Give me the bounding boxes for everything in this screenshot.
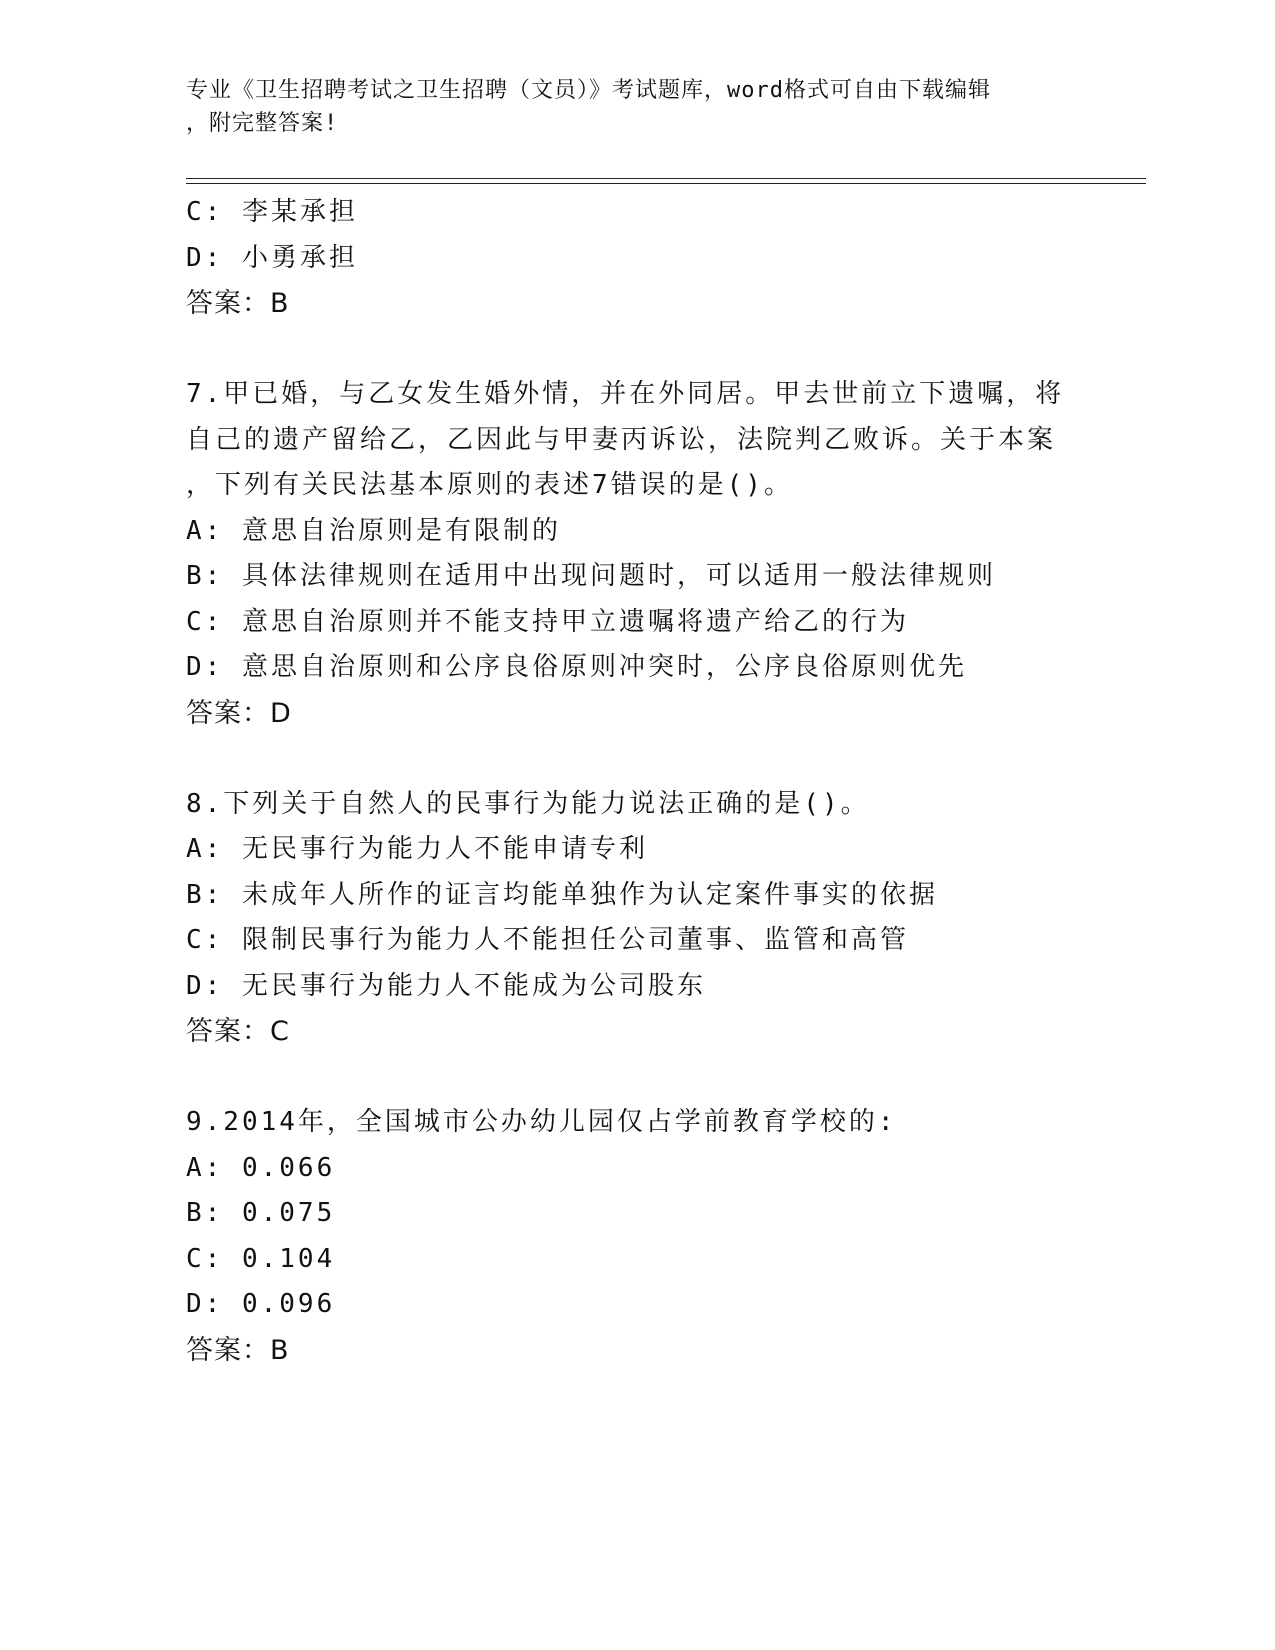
question-list — [186, 190, 1146, 1373]
option-d: D: 无民事行为能力人不能成为公司股东 — [186, 970, 706, 1001]
header-title-line: 专业《卫生招聘考试之卫生招聘（文员）》考试题库，word格式可自由下载编辑 — [186, 78, 991, 103]
question-stem-line: ，下列有关民法基本原则的表述7错误的是()。 — [186, 470, 793, 500]
question-stem — [186, 372, 1146, 509]
option-c: C: 意思自治原则并不能支持甲立遗嘱将遗产给乙的行为 — [186, 606, 909, 637]
option-a: A: 意思自治原则是有限制的 — [186, 515, 561, 546]
spacer — [186, 327, 1146, 373]
question-8 — [186, 782, 1146, 1055]
question-stem-line: 自己的遗产留给乙，乙因此与甲妻丙诉讼，法院判乙败诉。关于本案 — [186, 424, 1057, 455]
option-b: B: 具体法律规则在适用中出现问题时，可以适用一般法律规则 — [186, 561, 996, 591]
option-c: C: 李某承担 — [186, 197, 358, 227]
question-6-tail — [186, 190, 1146, 327]
question-7 — [186, 372, 1146, 736]
header-subtitle-line: ，附完整答案! — [186, 111, 339, 136]
question-9 — [186, 1100, 1146, 1373]
option-c: C: 限制民事行为能力人不能担任公司董事、监管和高管 — [186, 925, 909, 955]
option-d: D: 意思自治原则和公序良俗原则冲突时，公序良俗原则优先 — [186, 652, 967, 682]
question-stem: 8.下列关于自然人的民事行为能力说法正确的是()。 — [186, 788, 870, 819]
answer-line: 答案：B — [186, 288, 290, 319]
option-d: D: 0.096 — [186, 1289, 336, 1319]
spacer — [186, 736, 1146, 782]
answer-line: 答案：C — [186, 1016, 290, 1047]
spacer — [186, 1055, 1146, 1101]
option-c: C: 0.104 — [186, 1243, 336, 1274]
answer-line: 答案：D — [186, 697, 292, 729]
option-b: B: 0.075 — [186, 1198, 336, 1228]
header-divider-bottom — [186, 183, 1146, 184]
question-stem: 9.2014年，全国城市公办幼儿园仅占学前教育学校的: — [186, 1107, 897, 1137]
option-a: A: 无民事行为能力人不能申请专利 — [186, 834, 648, 864]
header-divider-top — [186, 178, 1146, 179]
option-d: D: 小勇承担 — [186, 242, 358, 273]
option-b: B: 未成年人所作的证言均能单独作为认定案件事实的依据 — [186, 879, 938, 910]
question-stem-line: 7.甲已婚，与乙女发生婚外情，并在外同居。甲去世前立下遗嘱，将 — [186, 379, 1065, 409]
document-header — [186, 74, 1086, 140]
answer-line: 答案：B — [186, 1334, 290, 1366]
option-a: A: 0.066 — [186, 1152, 336, 1183]
